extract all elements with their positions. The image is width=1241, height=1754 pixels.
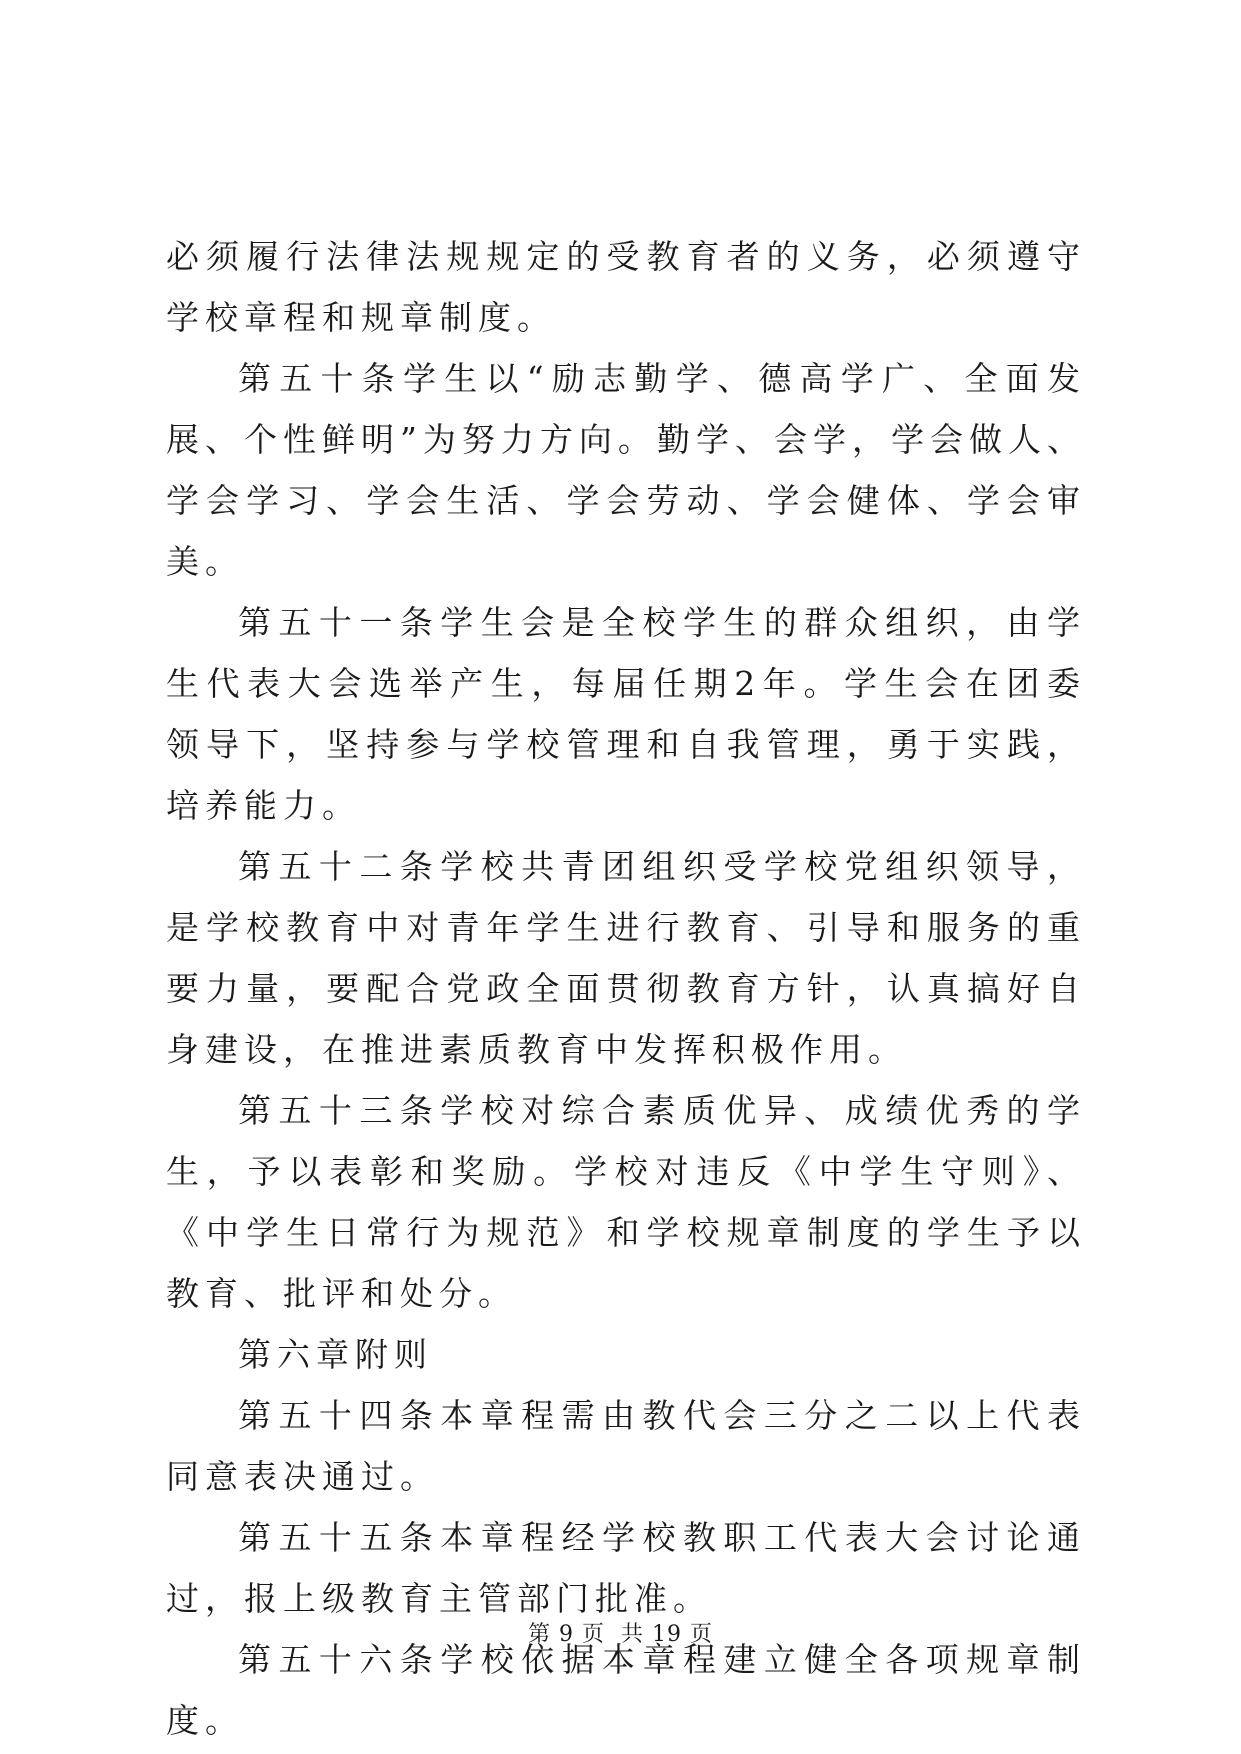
paragraph-continuation: 必须履行法律法规规定的受教育者的义务，必须遵守学校章程和规章制度。 <box>166 237 1086 337</box>
page-number-label: 第 9 页 共 19 页 <box>528 1622 713 1647</box>
document-body <box>166 226 1086 1751</box>
paragraph-article-52: 第五十二条学校共青团组织受学校党组织领导，是学校教育中对青年学生进行教育、引导和服务的重要力量，要配合党政全面贯彻教育方针，认真搞好自身建设，在推进素质教育中发挥积极作用。 <box>166 847 1086 1069</box>
paragraph-article-55: 第五十五条本章程经学校教职工代表大会讨论通过，报上级教育主管部门批准。 <box>166 1518 1086 1618</box>
paragraph-article-54: 第五十四条本章程需由教代会三分之二以上代表同意表决通过。 <box>166 1396 1086 1496</box>
paragraph-article-51: 第五十一条学生会是全校学生的群众组织，由学生代表大会选举产生，每届任期2年。学生会在团委领导下，坚持参与学校管理和自我管理，勇于实践，培养能力。 <box>166 603 1086 825</box>
page-footer <box>0 1620 1241 1650</box>
paragraph-article-50: 第五十条学生以“励志勤学、德高学广、全面发展、个性鲜明”为努力方向。勤学、会学，学会做人、学会学习、学会生活、学会劳动、学会健体、学会审美。 <box>166 359 1086 581</box>
paragraph-article-56: 第五十六条学校依据本章程建立健全各项规章制度。 <box>166 1640 1086 1740</box>
chapter-heading: 第六章附则 <box>238 1335 433 1374</box>
paragraph-article-53: 第五十三条学校对综合素质优异、成绩优秀的学生，予以表彰和奖励。学校对违反《中学生守则》、《中学生日常行为规范》和学校规章制度的学生予以教育、批评和处分。 <box>166 1091 1086 1313</box>
